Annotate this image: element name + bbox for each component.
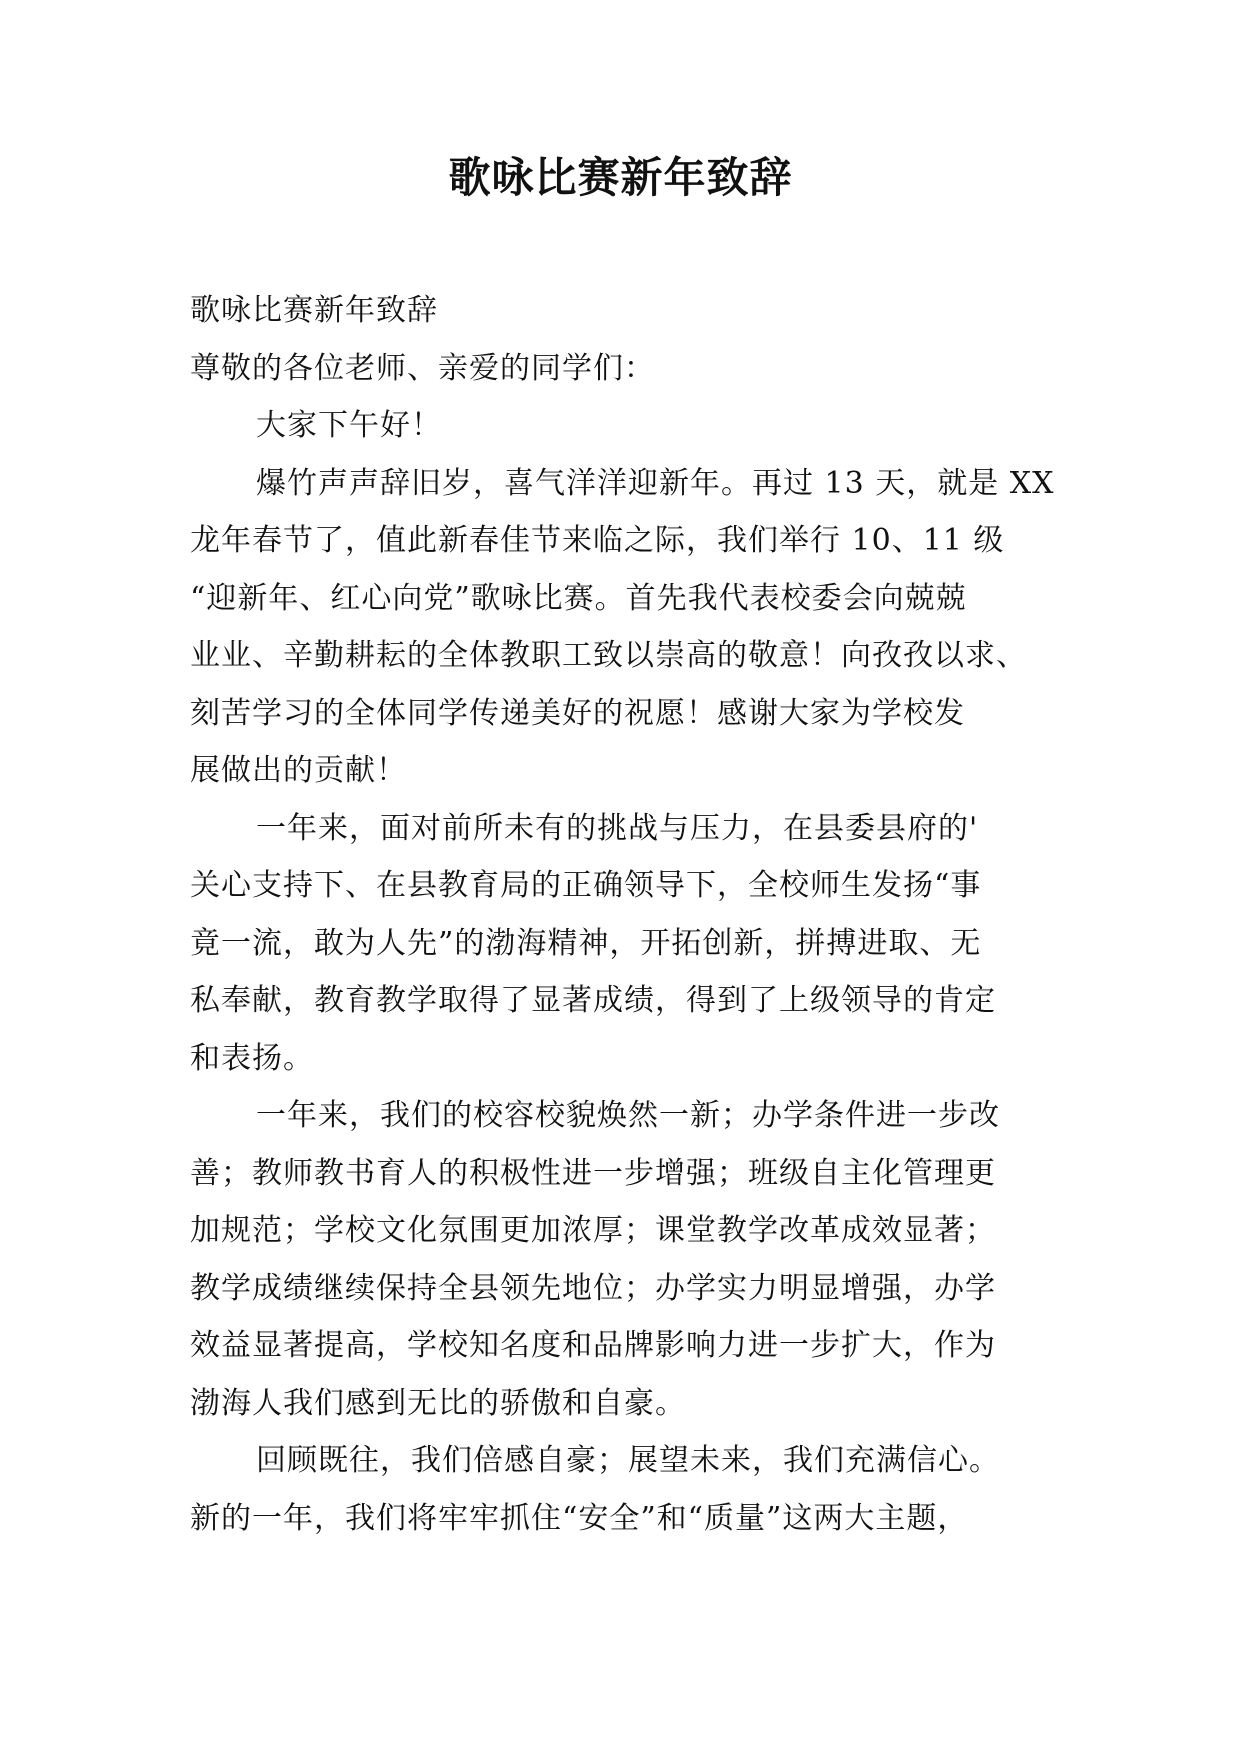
paragraph-line: 一年来，我们的校容校貌焕然一新；办学条件进一步改: [256, 1098, 1000, 1133]
paragraph-line: 关心支持下、在县教育局的正确领导下，全校师生发扬“事: [190, 868, 982, 903]
paragraph-line: 展做出的贡献！: [190, 753, 407, 788]
paragraph-line: 效益显著提高，学校知名度和品牌影响力进一步扩大，作为: [190, 1328, 996, 1363]
greeting: 大家下午好！: [256, 408, 442, 443]
paragraph-line: 竟一流，敢为人先”的渤海精神，开拓创新，拼搏进取、无: [190, 925, 982, 961]
paragraph-line: 加规范；学校文化氛围更加浓厚；课堂教学改革成效显著；: [190, 1213, 996, 1248]
paragraph-line: 渤海人我们感到无比的骄傲和自豪。: [190, 1385, 686, 1421]
salutation: 尊敬的各位老师、亲爱的同学们：: [190, 350, 655, 386]
paragraph-line: 刻苦学习的全体同学传递美好的祝愿！感谢大家为学校发: [190, 695, 965, 731]
header-line: 歌咏比赛新年致辞: [190, 293, 438, 328]
paragraph-line: 私奉献，教育教学取得了显著成绩，得到了上级领导的肯定: [190, 983, 996, 1018]
paragraph-2: [190, 800, 1050, 1088]
paragraph-1: [190, 455, 1055, 800]
paragraph-3: [190, 1087, 1050, 1432]
paragraph-line: 爆竹声声辞旧岁，喜气洋洋迎新年。再过 13 天，就是 XX: [256, 465, 1055, 501]
paragraph-line: 善；教师教书育人的积极性进一步增强；班级自主化管理更: [190, 1155, 996, 1191]
paragraph-line: 一年来，面对前所未有的挑战与压力，在县委县府的': [256, 810, 979, 846]
paragraph-line: 教学成绩继续保持全县领先地位；办学实力明显增强，办学: [190, 1270, 996, 1306]
document-title: 歌咏比赛新年致辞: [448, 153, 793, 202]
paragraph-line: 龙年春节了，值此新春佳节来临之际，我们举行 10、11 级: [190, 523, 1005, 558]
paragraph-line: 业业、辛勤耕耘的全体教职工致以崇高的敬意！向孜孜以求、: [190, 638, 1027, 673]
paragraph-line: “迎新年、红心向党”歌咏比赛。首先我代表校委会向兢兢: [190, 580, 967, 616]
paragraph-line: 新的一年，我们将牢牢抓住“安全”和“质量”这两大主题，: [190, 1500, 969, 1536]
paragraph-line: 回顾既往，我们倍感自豪；展望未来，我们充满信心。: [256, 1443, 1000, 1478]
document-body: [190, 282, 1055, 1547]
paragraph-4: [190, 1432, 1050, 1547]
paragraph-line: 和表扬。: [190, 1040, 314, 1076]
